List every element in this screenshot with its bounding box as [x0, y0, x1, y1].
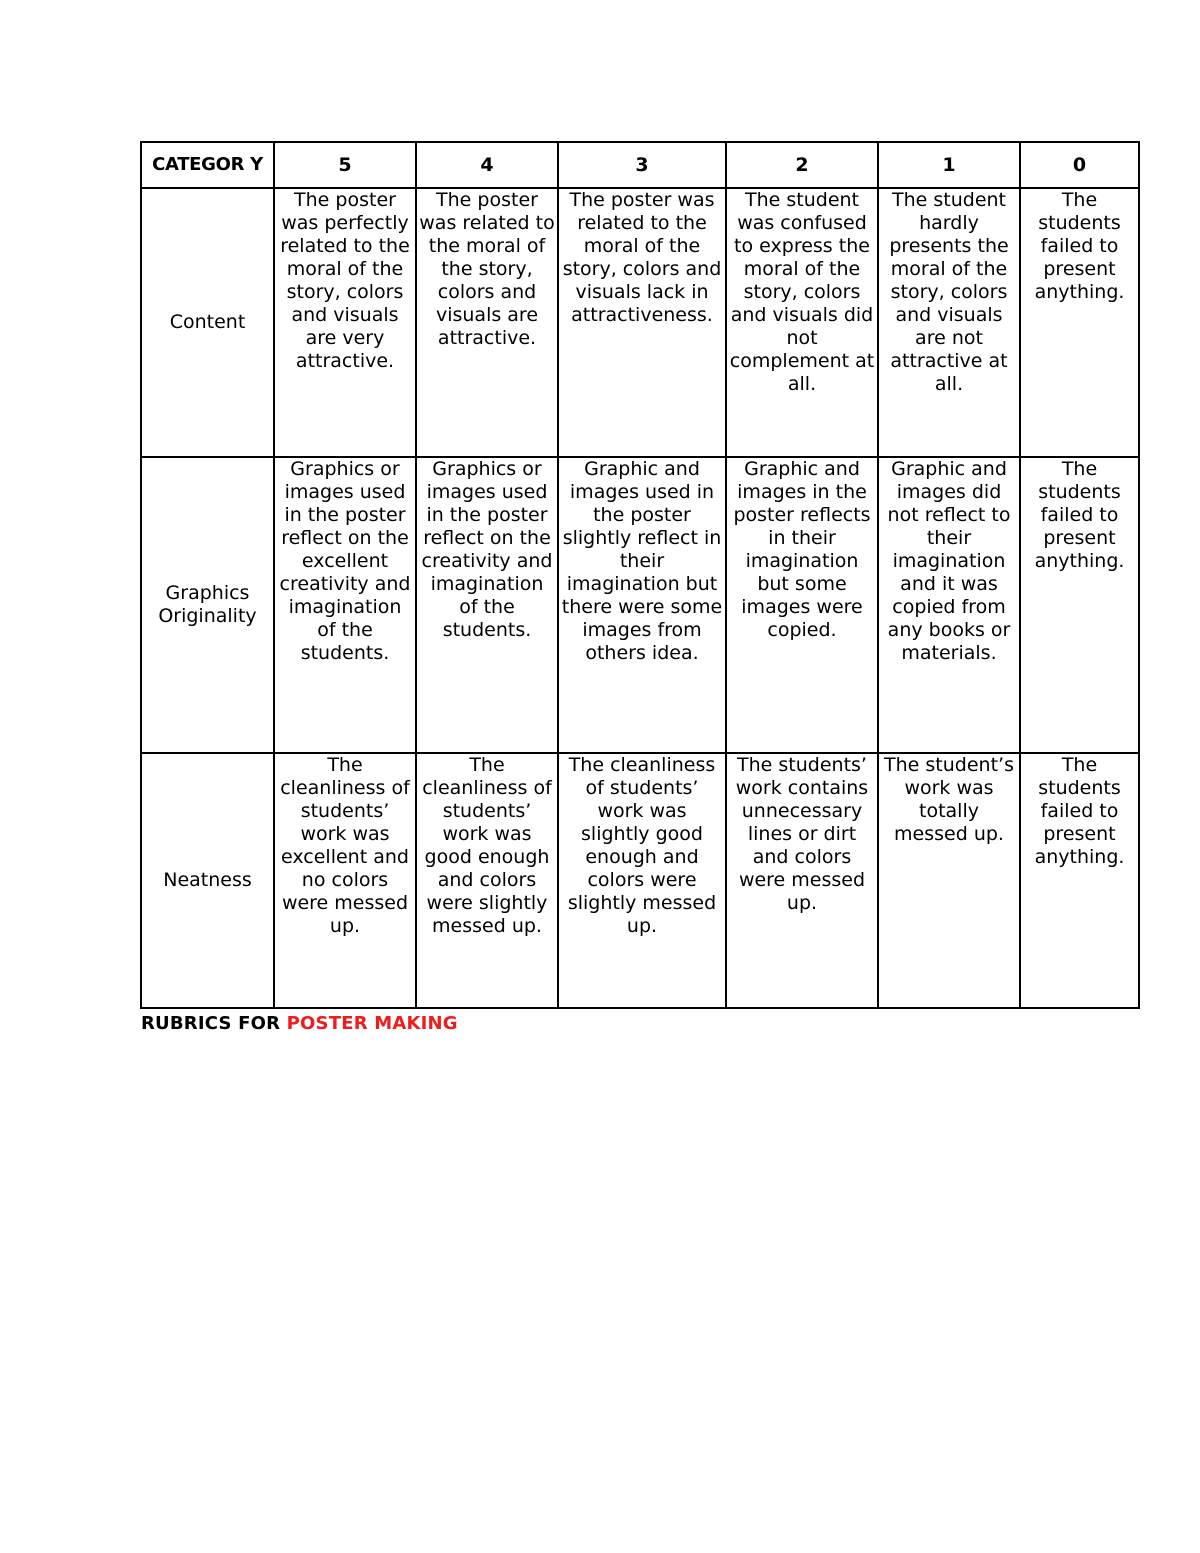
header-row — [141, 142, 1139, 188]
criteria-cell: The cleanliness of students’ work was good enough and colors were slightly messed up. — [416, 753, 558, 1008]
header-score-2: 2 — [726, 142, 878, 188]
header-score-5: 5 — [274, 142, 416, 188]
category-cell: Graphics Originality — [141, 457, 274, 753]
criteria-cell: The cleanliness of students’ work was slightly good enough and colors were slightly messed up. — [558, 753, 726, 1008]
caption-prefix: RUBRICS FOR — [141, 1013, 287, 1034]
criteria-cell: The student hardly presents the moral of the story, colors and visuals are not attractive at all. — [878, 188, 1020, 457]
criteria-cell: The student was confused to express the moral of the story, colors and visuals did not complement at all. — [726, 188, 878, 457]
header-score-1: 1 — [878, 142, 1020, 188]
table-row-neatness — [141, 753, 1139, 1008]
criteria-cell: The students failed to present anything. — [1020, 457, 1139, 753]
criteria-cell: The student’s work was totally messed up. — [878, 753, 1020, 1008]
criteria-cell: Graphics or images used in the poster reflect on the excellent creativity and imagination of the students. — [274, 457, 416, 753]
rubric-table — [140, 141, 1140, 1009]
criteria-cell: The students failed to present anything. — [1020, 188, 1139, 457]
table-row-content — [141, 188, 1139, 457]
caption-highlight: POSTER MAKING — [286, 1013, 458, 1034]
header-category: CATEGOR Y — [141, 142, 274, 188]
criteria-cell: The poster was perfectly related to the moral of the story, colors and visuals are very attractive. — [274, 188, 416, 457]
criteria-cell: The poster was related to the moral of the story, colors and visuals lack in attractiveness. — [558, 188, 726, 457]
table-row-graphics-originality — [141, 457, 1139, 753]
category-cell: Content — [141, 188, 274, 457]
rubric-caption — [141, 1013, 458, 1034]
criteria-cell: Graphics or images used in the poster reflect on the creativity and imagination of the students. — [416, 457, 558, 753]
header-score-3: 3 — [558, 142, 726, 188]
header-score-0: 0 — [1020, 142, 1139, 188]
criteria-cell: Graphic and images used in the poster slightly reflect in their imagination but there were some images from others idea. — [558, 457, 726, 753]
criteria-cell: Graphic and images did not reflect to their imagination and it was copied from any books or materials. — [878, 457, 1020, 753]
criteria-cell: The cleanliness of students’ work was excellent and no colors were messed up. — [274, 753, 416, 1008]
category-cell: Neatness — [141, 753, 274, 1008]
criteria-cell: The students failed to present anything. — [1020, 753, 1139, 1008]
criteria-cell: The students’ work contains unnecessary lines or dirt and colors were messed up. — [726, 753, 878, 1008]
header-score-4: 4 — [416, 142, 558, 188]
criteria-cell: Graphic and images in the poster reflects in their imagination but some images were copied. — [726, 457, 878, 753]
criteria-cell: The poster was related to the moral of the story, colors and visuals are attractive. — [416, 188, 558, 457]
